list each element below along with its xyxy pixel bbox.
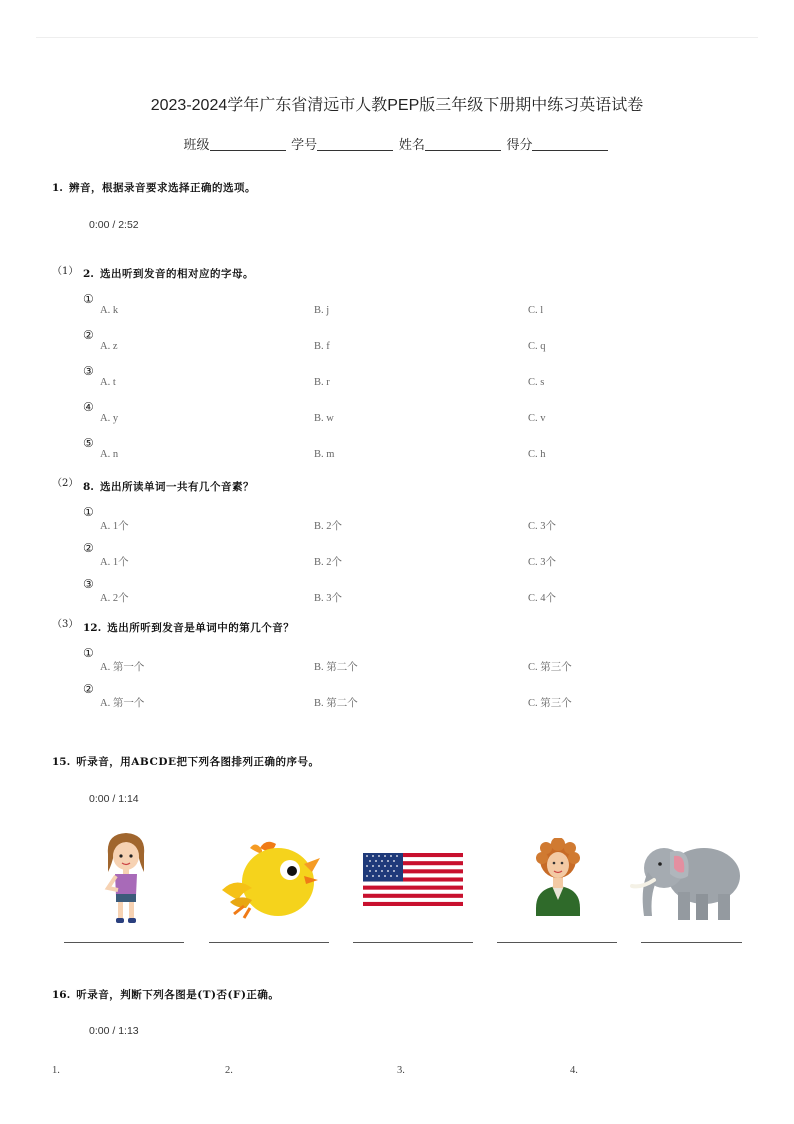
answer-line-2[interactable] [209, 942, 329, 943]
part-2-label: （2） [52, 478, 79, 489]
bird-picture [216, 836, 322, 922]
number-blank[interactable] [317, 138, 393, 151]
item-mark: ③ [83, 364, 94, 378]
item-mark: ② [83, 328, 94, 342]
name-blank[interactable] [425, 138, 501, 151]
option-b[interactable]: B. w [314, 413, 334, 424]
option-a[interactable]: A. y [100, 413, 119, 424]
question-text: 辨音，根据录音要求选择正确的选项。 [68, 182, 256, 194]
answer-line-5[interactable] [641, 942, 742, 943]
option-a[interactable]: A. 2个 [100, 593, 129, 604]
option-a[interactable]: A. 第一个 [100, 698, 145, 709]
item-mark: ⑤ [83, 436, 94, 450]
question-number: 1. [52, 182, 63, 194]
answer-line-4[interactable] [497, 942, 617, 943]
name-label: 姓名 [398, 137, 425, 152]
question-number: 2. [83, 268, 94, 280]
girl-picture [96, 828, 156, 928]
option-c[interactable]: C. 3个 [528, 521, 557, 532]
item-number-3: 3. [397, 1065, 405, 1076]
option-b[interactable]: B. m [314, 449, 335, 460]
audio-player-q1[interactable]: 0:00 / 2:52 [89, 219, 139, 231]
item-mark: ② [83, 541, 94, 555]
option-c[interactable]: C. s [528, 377, 545, 388]
option-b[interactable]: B. 2个 [314, 521, 343, 532]
item-mark: ① [83, 292, 94, 306]
option-c[interactable]: C. l [528, 305, 544, 316]
item-mark: ③ [83, 577, 94, 591]
item-number-4: 4. [570, 1065, 578, 1076]
part-1-label: （1） [52, 266, 79, 277]
page-title: 2023-2024学年广东省清远市人教PEP版三年级下册期中练习英语试卷 [150, 97, 644, 114]
item-number-2: 2. [225, 1065, 233, 1076]
option-b[interactable]: B. r [314, 377, 330, 388]
option-a[interactable]: A. z [100, 341, 118, 352]
question-text: 选出所读单词一共有几个音素？ [99, 481, 254, 493]
question-text: 听录音，判断下列各图是(T)否(F)正确。 [76, 989, 280, 1001]
option-c[interactable]: C. 3个 [528, 557, 557, 568]
audio-player-q16[interactable]: 0:00 / 1:13 [89, 1025, 139, 1037]
page-top-divider [36, 37, 758, 38]
question-1 [52, 180, 256, 195]
question-15 [52, 754, 319, 769]
question-text: 选出所听到发音是单词中的第几个音？ [107, 622, 295, 634]
option-b[interactable]: B. 3个 [314, 593, 343, 604]
option-a[interactable]: A. t [100, 377, 116, 388]
question-number: 8. [83, 481, 94, 493]
option-c[interactable]: C. h [528, 449, 546, 460]
question-text: 听录音，用ABCDE把下列各图排列正确的序号。 [76, 756, 320, 768]
answer-line-3[interactable] [353, 942, 473, 943]
option-b[interactable]: B. 第二个 [314, 698, 358, 709]
answer-line-1[interactable] [64, 942, 184, 943]
student-info-row [0, 134, 794, 153]
woman-picture [530, 838, 586, 916]
item-mark: ① [83, 505, 94, 519]
question-8 [83, 479, 254, 494]
option-b[interactable]: B. 2个 [314, 557, 343, 568]
question-number: 16. [52, 989, 71, 1001]
option-b[interactable]: B. j [314, 305, 330, 316]
option-c[interactable]: C. 第三个 [528, 698, 572, 709]
class-label: 班级 [183, 137, 210, 152]
question-12 [83, 620, 294, 635]
elephant-picture [630, 836, 742, 922]
option-a[interactable]: A. k [100, 305, 119, 316]
option-c[interactable]: C. 第三个 [528, 662, 572, 673]
option-b[interactable]: B. f [314, 341, 330, 352]
option-c[interactable]: C. v [528, 413, 546, 424]
option-a[interactable]: A. 1个 [100, 557, 129, 568]
question-2 [83, 266, 254, 281]
option-c[interactable]: C. 4个 [528, 593, 557, 604]
option-a[interactable]: A. 第一个 [100, 662, 145, 673]
question-text: 选出听到发音的相对应的字母。 [99, 268, 254, 280]
part-3-label: （3） [52, 619, 79, 630]
number-label: 学号 [291, 137, 318, 152]
question-number: 15. [52, 756, 71, 768]
option-b[interactable]: B. 第二个 [314, 662, 358, 673]
item-mark: ② [83, 682, 94, 696]
item-number-1: 1. [52, 1065, 60, 1076]
item-mark: ④ [83, 400, 94, 414]
item-mark: ① [83, 646, 94, 660]
option-a[interactable]: A. 1个 [100, 521, 129, 532]
score-label: 得分 [506, 137, 533, 152]
option-c[interactable]: C. q [528, 341, 546, 352]
score-blank[interactable] [532, 138, 608, 151]
option-a[interactable]: A. n [100, 449, 119, 460]
question-16 [52, 987, 279, 1002]
question-number: 12. [83, 622, 102, 634]
class-blank[interactable] [210, 138, 286, 151]
us-flag-picture [363, 853, 463, 906]
audio-player-q15[interactable]: 0:00 / 1:14 [89, 793, 139, 805]
